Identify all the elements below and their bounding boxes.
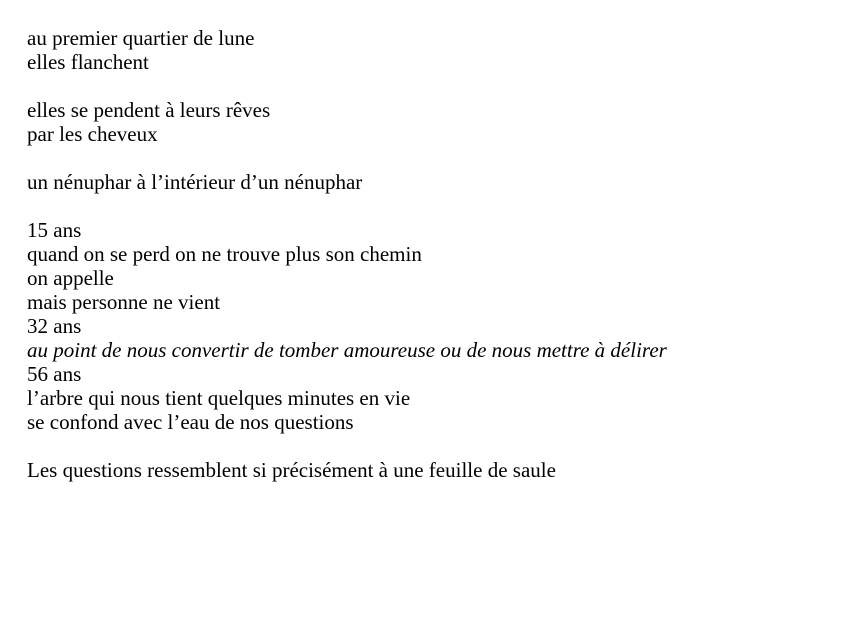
poem-line: par les cheveux	[27, 122, 158, 146]
stanza-3	[27, 170, 847, 194]
stanza-2	[27, 98, 847, 146]
poem-line: quand on se perd on ne trouve plus son chemin	[27, 242, 422, 266]
poem-line: 32 ans	[27, 314, 82, 338]
poem-line: un nénuphar à l’intérieur d’un nénuphar	[27, 170, 363, 194]
poem-line: se confond avec l’eau de nos questions	[27, 410, 354, 434]
poem-line: on appelle	[27, 266, 114, 290]
stanza-4	[27, 218, 847, 434]
poem-line: Les questions ressemblent si précisément à une feuille de saule	[27, 458, 556, 482]
stanza-5	[27, 458, 847, 482]
poem-line: 15 ans	[27, 218, 82, 242]
poem-line: elles se pendent à leurs rêves	[27, 98, 271, 122]
poem-line: au premier quartier de lune	[27, 26, 255, 50]
poem-line: mais personne ne vient	[27, 290, 221, 314]
poem-line-italic: au point de nous convertir de tomber amoureuse ou de nous mettre à délirer	[27, 338, 667, 362]
poem-line: l’arbre qui nous tient quelques minutes en vie	[27, 386, 411, 410]
poem-line: elles flanchent	[27, 50, 149, 74]
poem-line: 56 ans	[27, 362, 82, 386]
stanza-1	[27, 26, 847, 74]
poem-text	[27, 26, 847, 482]
